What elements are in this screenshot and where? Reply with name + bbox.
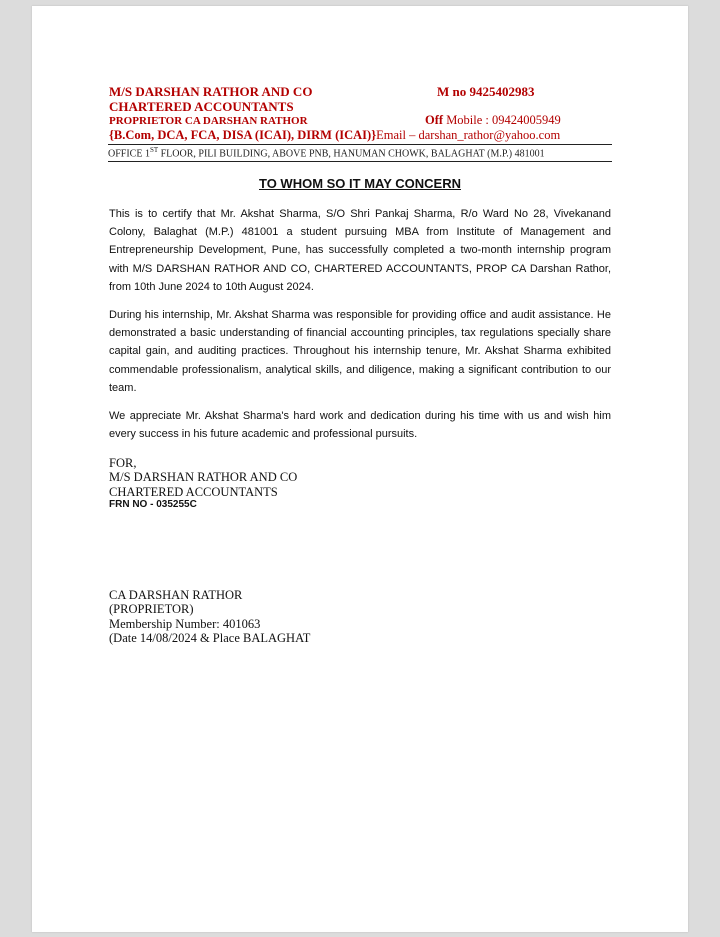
qualifications-line [109,128,560,143]
office-mobile: Mobile : 09424005949 [446,113,561,127]
date-place: (Date 14/08/2024 & Place BALAGHAT [109,630,311,645]
paragraph-certification: This is to certify that Mr. Akshat Sharma, S/O Shri Pankaj Sharma, R/o Ward No 28, Vivekanand Colony, Balaghat (M.P.) 481001 a student pursuing MBA from Institute of Management and Entrepreneurship Development, Pune, has successfully completed a two-month internship program with M/S DARSHAN RATHOR AND CO, CHARTERED ACCOUNTANTS, PROP CA Darshan Rathor, from 10th June 2024 to 10th August 2024. [109,208,611,293]
firm-email: Email – darshan_rathor@yahoo.com [376,128,561,142]
office-address: OFFICE 1ST FLOOR, PILI BUILDING, ABOVE PNB, HANUMAN CHOWK, BALAGHAT (M.P.) 481001 [108,144,612,162]
closing-firm: M/S DARSHAN RATHOR AND CO [109,470,298,485]
closing-block [109,456,297,499]
document-page [32,6,688,932]
paragraph-responsibilities: During his internship, Mr. Akshat Sharma was responsible for providing office and audit assistance. He demonstrated a basic understanding of financial accounting principles, tax regulations specially share capital gain, and auditing practices. Throughout his internship tenure, Mr. Akshat Sharma exhibited commendable professionalism, analytical skills, and diligence, making a significant contribution to our team. [109,309,611,394]
membership-number: Membership Number: 401063 [109,616,261,631]
qualifications: {B.Com, DCA, FCA, DISA (ICAI), DIRM (ICAI)} [109,128,377,142]
firm-mobile: M no 9425402983 [437,84,535,99]
page-title: TO WHOM SO IT MAY CONCERN [259,176,461,191]
closing-designation: CHARTERED ACCOUNTANTS [109,484,278,499]
signatory-block [109,588,310,645]
office-mobile-line [425,113,561,128]
firm-name: M/S DARSHAN RATHOR AND CO [109,84,313,99]
frn-number: FRN NO - 035255C [109,499,197,510]
signatory-role: (PROPRIETOR) [109,602,194,617]
paragraph-appreciation: We appreciate Mr. Akshat Sharma's hard work and dedication during his time with us and wish him every success in his future academic and professional pursuits. [109,410,611,441]
closing-for: FOR, [109,456,137,470]
office-mobile-prefix: Off [425,113,444,127]
proprietor-line: PROPRIETOR CA DARSHAN RATHOR [109,115,308,127]
firm-designation: CHARTERED ACCOUNTANTS [109,99,294,114]
signatory-name: CA DARSHAN RATHOR [109,588,243,602]
